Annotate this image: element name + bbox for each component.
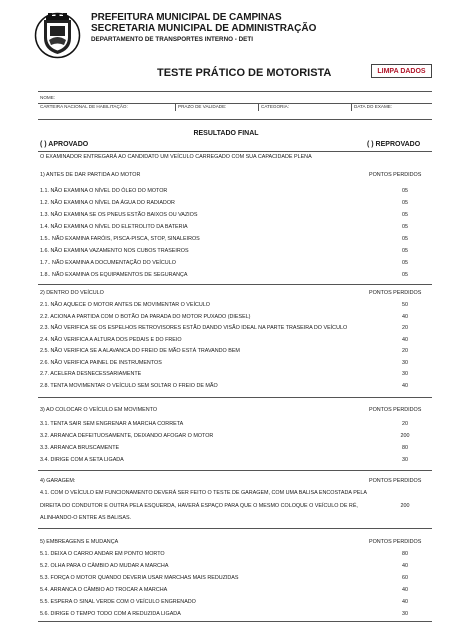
list-item: 2.2. ACIONA A PARTIDA COM O BOTÃO DA PARADA DO MOTOR PUXADO (DIESEL) [40,314,251,320]
name-input[interactable] [38,92,432,102]
list-item: 2.8. TENTA MOVIMENTAR O VEÍCULO SEM SOLTAR O FREIO DE MÃO [40,383,218,389]
name-label: NOME: [40,95,56,100]
rejected-option[interactable]: ( ) REPROVADO [367,141,421,148]
exam-date-input[interactable] [352,110,432,119]
category-input[interactable] [259,110,350,119]
list-item: 1.1. NÃO EXAMINA O NÍVEL DO ÓLEO DO MOTOR [40,188,168,194]
header-line-2: SECRETARIA MUNICIPAL DE ADMINISTRAÇÃO [91,23,317,34]
list-item: 2.4. NÃO VERIFICA A ALTURA DOS PEDAIS E DO FREIO [40,337,182,343]
section-rule [38,528,432,529]
points-value: 20 [402,325,408,331]
list-item: 1.3. NÃO EXAMINA SE OS PNEUS ESTÃO BAIXOS OU VAZIOS [40,212,198,218]
list-item: 5.6. DIRIGE O TEMPO TODO COM A REDUZIDA LIGADA [40,611,181,617]
points-value: 05 [402,260,408,266]
result-heading: RESULTADO FINAL [193,130,259,137]
points-value: 05 [402,236,408,242]
points-value: 40 [402,563,408,569]
section-title: 2) DENTRO DO VEÍCULO [40,290,104,296]
section-rule [38,470,432,471]
list-item: 2.1. NÃO AQUECE O MOTOR ANTES DE MOVIMENTAR O VEÍCULO [40,302,210,308]
points-value: 05 [402,272,408,278]
points-value: 80 [402,551,408,557]
points-value: 20 [402,421,408,427]
paragraph-line: ALINHANDO-O ENTRE AS BALISAS. [40,515,132,521]
points-value: 30 [402,611,408,617]
points-lost-header: PONTOS PERDIDOS [369,290,422,296]
points-value: 20 [402,348,408,354]
list-item: 2.5. NÃO VERIFICA SE A ALAVANCA DO FREIO DE MÃO ESTÁ TRAVANDO BEM [40,348,240,354]
points-value: 30 [402,371,408,377]
section-rule [38,397,432,398]
list-item: 5.1. DEIXA O CARRO ANDAR EM PONTO MORTO [40,551,165,557]
points-value: 40 [402,587,408,593]
list-item: 2.6. NÃO VERIFICA PAINEL DE INSTRUMENTOS [40,360,162,366]
paragraph-line: 4.1. COM O VEÍCULO EM FUNCIONAMENTO DEVERÁ SER FEITO O TESTE DE GARAGEM, COM UMA BALISA ENCOSTADA PELA [40,490,367,496]
list-item: 3.1. TENTA SAIR SEM ENGRENAR A MARCHA CORRETA [40,421,184,427]
points-value: 05 [402,188,408,194]
list-item: 1.7.. NÃO EXAMINA A DOCUMENTAÇÃO DO VEÍCULO [40,260,176,266]
list-item: 1.6. NÃO EXAMINA VAZAMENTO NOS CUBOS TRASEIROS [40,248,189,254]
section-title: 3) AO COLOCAR O VEÍCULO EM MOVIMENTO [40,407,158,413]
section-rule [38,284,432,285]
list-item: 3.2. ARRANCA DEFEITUOSAMENTE, DEIXANDO AFOGAR O MOTOR [40,433,214,439]
license-label: CARTEIRA NACIONAL DE HABILITAÇÃO: [40,104,128,109]
list-item: 1.8.. NÃO EXAMINA OS EQUIPAMENTOS DE SEGURANÇA [40,272,188,278]
points-value: 40 [402,337,408,343]
list-item: 5.4. ARRANCA O CÂMBIO AO TROCAR A MARCHA [40,587,168,593]
list-item: 1.2. NÃO EXAMINA O NÍVEL DA ÁGUA DO RADIADOR [40,200,175,206]
list-item: 2.7. ACELERA DESNECESSARIAMENTE [40,371,142,377]
section-title: 4) GARAGEM: [40,478,76,484]
fields-rule-bottom [38,119,432,120]
list-item: 1.5.. NÃO EXAMINA FARÓIS, PISCA-PISCA, STOP, SINALEIROS [40,236,200,242]
header-line-3: DEPARTAMENTO DE TRANSPORTES INTERNO - DETI [91,36,253,43]
list-item: 3.4. DIRIGE COM A SETA LIGADA [40,457,124,463]
intro-text: O EXAMINADOR ENTREGARÁ AO CANDIDATO UM VEÍCULO CARREGADO COM SUA CAPACIDADE PLENA [40,154,312,160]
result-rule [38,151,432,152]
list-item: 2.3. NÃO VERIFICA SE OS ESPELHOS RETROVISORES ESTÃO DANDO VISÃO IDEAL NA PARTE TRASEIRA DO VEÍCULO [40,325,348,331]
points-value: 40 [402,314,408,320]
points-lost-header: PONTOS PERDIDOS [369,407,422,413]
exam-date-label: DATA DO EXAME: [354,104,393,109]
category-label: CATEGORIA: [261,104,289,109]
approved-option[interactable]: ( ) APROVADO [40,141,89,148]
points-value: 40 [402,383,408,389]
list-item: 5.2. OLHA PARA O CÂMBIO AO MUDAR A MARCHA [40,563,169,569]
section-rule [38,621,432,622]
list-item: 1.4. NÃO EXAMINA O NÍVEL DO ELETROLITO DA BATERIA [40,224,188,230]
clear-data-button[interactable]: LIMPA DADOS [371,64,432,78]
points-value: 60 [402,575,408,581]
city-crest-logo [34,12,81,59]
section-title: 5) EMBREAGENS E MUDANÇA [40,539,119,545]
header-line-1: PREFEITURA MUNICIPAL DE CAMPINAS [91,12,282,23]
points-value: 30 [402,360,408,366]
list-item: 5.3. FORÇA O MOTOR QUANDO DEVERIA USAR MARCHAS MAIS REDUZIDAS [40,575,239,581]
points-value: 40 [402,599,408,605]
points-value: 50 [402,302,408,308]
list-item: 3.3. ARRANCA BRUSCAMENTE [40,445,120,451]
points-value: 05 [402,200,408,206]
points-value: 200 [400,433,410,439]
form-title: TESTE PRÁTICO DE MOTORISTA [157,67,332,79]
points-value: 05 [402,212,408,218]
points-value: 200 [400,503,410,509]
license-input[interactable] [38,110,174,119]
points-value: 80 [402,445,408,451]
section-title: 1) ANTES DE DAR PARTIDA AO MOTOR [40,172,141,178]
points-lost-header: PONTOS PERDIDOS [369,172,422,178]
points-value: 30 [402,457,408,463]
points-lost-header: PONTOS PERDIDOS [369,539,422,545]
validity-input[interactable] [176,110,257,119]
points-value: 05 [402,224,408,230]
validity-label: PRAZO DE VALIDADE: [178,104,227,109]
paragraph-line: DIREITA DO CONDUTOR E OUTRA PELA ESQUERDA, HAVERÁ ESPAÇO PARA QUE O MESMO COLOQUE O VEÍCULO DE RÉ, [40,503,358,509]
points-lost-header: PONTOS PERDIDOS [369,478,422,484]
list-item: 5.5. ESPERA O SINAL VERDE COM O VEÍCULO ENGRENADO [40,599,196,605]
points-value: 05 [402,248,408,254]
